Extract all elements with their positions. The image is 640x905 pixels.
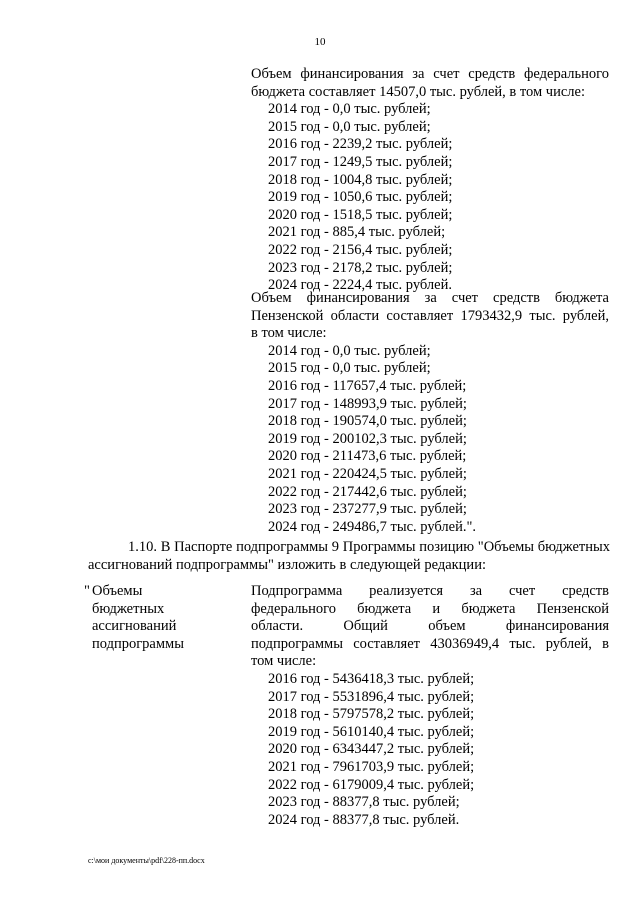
subprogram-text-line: области. Общий объем финансирования	[251, 618, 609, 635]
regional-budget-block	[251, 290, 609, 536]
subprogram-year-item: 2022 год - 6179009,4 тыс. рублей;	[268, 776, 475, 793]
federal-intro-line-1: Объем финансирования за счет средств федерального	[251, 66, 609, 82]
section-1-10-paragraph: 1.10. В Паспорте подпрограммы 9 Программы позицию "Объемы бюджетных ассигнований подпрограммы" изложить в следующей редакции:	[88, 539, 610, 573]
regional-year-item: 2024 год - 249486,7 тыс. рублей.".	[268, 518, 476, 535]
regional-year-item: 2020 год - 211473,6 тыс. рублей;	[268, 448, 467, 465]
subprogram-text-line: подпрограммы составляет 43036949,4 тыс. рублей, в	[251, 635, 609, 652]
regional-year-item: 2019 год - 200102,3 тыс. рублей;	[268, 430, 467, 447]
federal-year-item: 2022 год - 2156,4 тыс. рублей;	[268, 241, 453, 258]
subprogram-year-item: 2016 год - 5436418,3 тыс. рублей;	[268, 670, 475, 687]
row-label-line: Объемы	[92, 583, 143, 599]
subprogram-year-item: 2024 год - 88377,8 тыс. рублей.	[268, 811, 460, 828]
federal-year-item: 2024 год - 2224,4 тыс. рублей.	[268, 277, 452, 294]
subprogram-year-item: 2023 год - 88377,8 тыс. рублей;	[268, 794, 460, 811]
federal-year-item: 2018 год - 1004,8 тыс. рублей;	[268, 171, 453, 188]
federal-budget-block	[251, 66, 609, 295]
regional-year-list	[251, 343, 609, 537]
regional-year-item: 2023 год - 237277,9 тыс. рублей;	[268, 501, 467, 518]
row-label-line: бюджетных	[92, 600, 165, 617]
regional-intro-line-3: в том числе:	[251, 325, 327, 342]
opening-quote-mark: "	[84, 583, 90, 599]
row-label-line: подпрограммы	[92, 635, 184, 652]
file-path-footer: c:\мои документы\pdf\228-пп.docx	[88, 856, 205, 865]
regional-year-item: 2018 год - 190574,0 тыс. рублей;	[268, 413, 467, 430]
federal-year-item: 2015 год - 0,0 тыс. рублей;	[268, 118, 431, 135]
federal-year-list	[251, 101, 609, 295]
subprogram-text-line: Подпрограмма реализуется за счет средств	[251, 583, 609, 599]
subprogram-text-line: том числе:	[251, 653, 317, 670]
regional-year-item: 2014 год - 0,0 тыс. рублей;	[268, 342, 431, 359]
subprogram-text-line: федерального бюджета и бюджета Пензенской	[251, 600, 609, 617]
page-number: 10	[314, 36, 326, 48]
federal-year-item: 2019 год - 1050,6 тыс. рублей;	[268, 189, 453, 206]
subprogram-year-item: 2018 год - 5797578,2 тыс. рублей;	[268, 706, 475, 723]
subprogram-year-item: 2021 год - 7961703,9 тыс. рублей;	[268, 758, 475, 775]
regional-year-item: 2017 год - 148993,9 тыс. рублей;	[268, 395, 467, 412]
federal-year-item: 2017 год - 1249,5 тыс. рублей;	[268, 153, 453, 170]
regional-year-item: 2022 год - 217442,6 тыс. рублей;	[268, 483, 467, 500]
federal-year-item: 2014 год - 0,0 тыс. рублей;	[268, 101, 431, 118]
federal-year-item: 2021 год - 885,4 тыс. рублей;	[268, 224, 446, 241]
federal-intro-line-2: бюджета составляет 14507,0 тыс. рублей, в том числе:	[251, 83, 585, 100]
row-label-line: ассигнований	[92, 618, 177, 635]
regional-year-item: 2015 год - 0,0 тыс. рублей;	[268, 360, 431, 377]
regional-intro-line-2: Пензенской области составляет 1793432,9 тыс. рублей,	[251, 307, 609, 324]
subprogram-year-list	[251, 671, 609, 829]
subprogram-funding-block	[251, 583, 609, 829]
regional-year-item: 2021 год - 220424,5 тыс. рублей;	[268, 465, 467, 482]
subprogram-year-item: 2019 год - 5610140,4 тыс. рублей;	[268, 723, 475, 740]
subprogram-row-label	[92, 583, 242, 653]
federal-year-item: 2016 год - 2239,2 тыс. рублей;	[268, 136, 453, 153]
regional-intro-line-1: Объем финансирования за счет средств бюджета	[251, 290, 609, 306]
federal-year-item: 2020 год - 1518,5 тыс. рублей;	[268, 206, 453, 223]
federal-year-item: 2023 год - 2178,2 тыс. рублей;	[268, 259, 453, 276]
regional-year-item: 2016 год - 117657,4 тыс. рублей;	[268, 377, 467, 394]
subprogram-year-item: 2017 год - 5531896,4 тыс. рублей;	[268, 688, 475, 705]
subprogram-year-item: 2020 год - 6343447,2 тыс. рублей;	[268, 741, 475, 758]
